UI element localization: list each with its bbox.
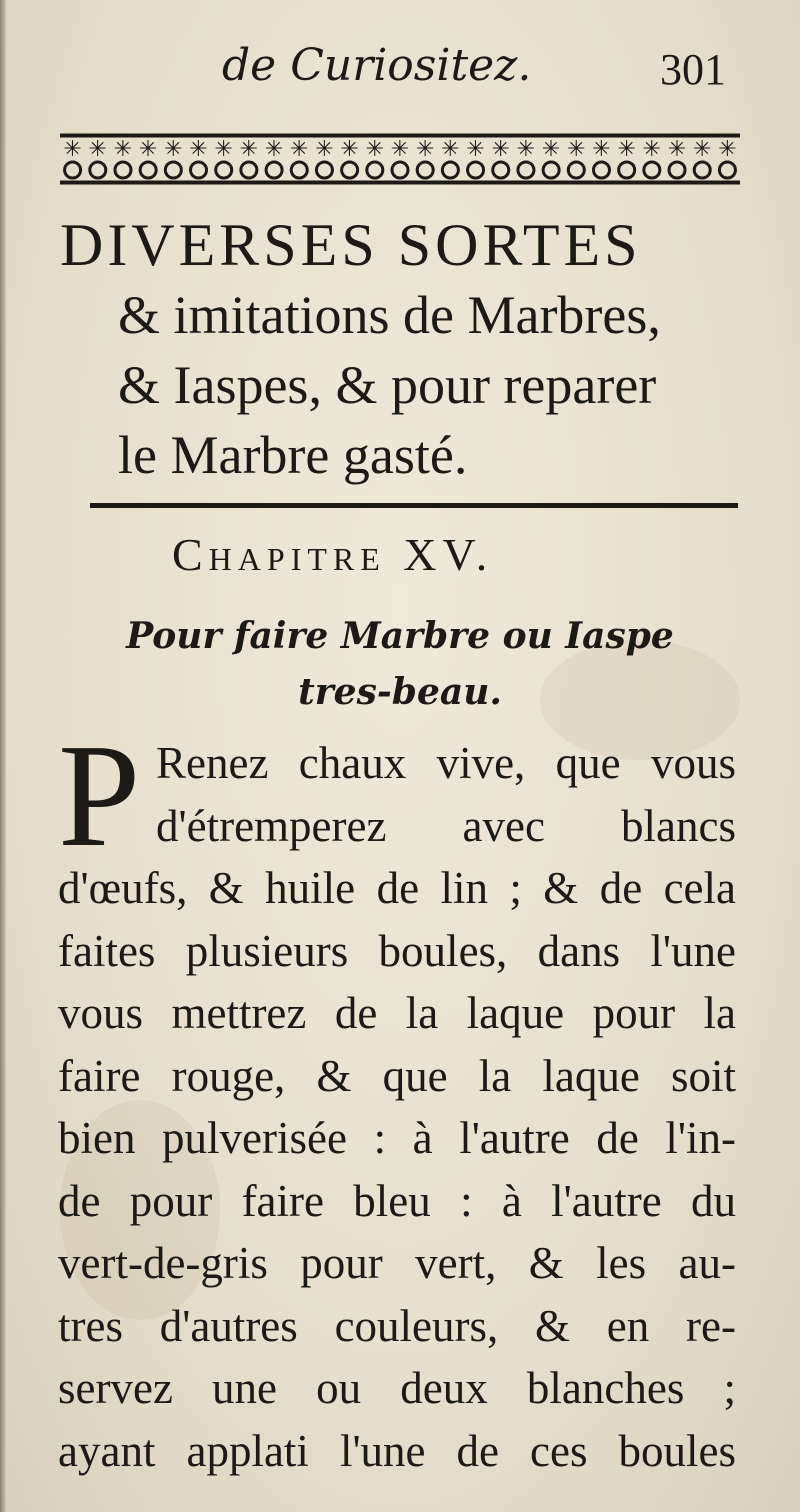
running-head [0, 40, 800, 100]
section-title [60, 210, 750, 490]
fleuron-star: ✳ [567, 137, 586, 162]
fleuron-loop [442, 162, 458, 178]
body-line: ayant applati l'une de ces boules [58, 1425, 736, 1476]
fleuron-star: ✳ [189, 137, 208, 162]
body-line: vert-de-gris pour vert, & les au- [58, 1238, 736, 1288]
running-title: de Curiositez. [222, 40, 532, 91]
section-title-line: le Marbre gasté. [118, 425, 468, 485]
body-line: de pour faire bleu : à l'autre du [58, 1175, 736, 1226]
fleuron-star: ✳ [365, 137, 385, 162]
section-title-line: DIVERSES SORTES [60, 212, 642, 278]
fleuron-star: ✳ [315, 137, 334, 162]
fleuron-star: ✳ [264, 137, 284, 162]
page-number: 301 [660, 45, 726, 94]
fleuron-star: ✳ [592, 137, 611, 162]
ornament-band [60, 130, 740, 188]
fleuron-loop [669, 162, 685, 178]
fleuron-loop [493, 162, 509, 178]
fleuron-loop [468, 162, 484, 178]
fleuron-star: ✳ [642, 137, 662, 162]
body-line: d'œufs, & huile de lin ; & de cela [58, 863, 736, 913]
fleuron-loop [291, 162, 307, 178]
fleuron-loop [367, 162, 383, 178]
fleuron-star: ✳ [491, 137, 510, 162]
fleuron-star: ✳ [390, 137, 410, 162]
fleuron-loop [342, 162, 358, 178]
body-line: bien pulverisée : à l'autre de l'in- [58, 1113, 736, 1163]
body-line: Renez chaux vive, que vous [156, 738, 736, 788]
fleuron-star: ✳ [164, 137, 183, 162]
section-title-line: & imitations de Marbres, [118, 285, 661, 345]
fleuron-star: ✳ [441, 137, 460, 162]
section-title-line: & Iaspes, & pour reparer [118, 355, 657, 415]
fleuron-loop [266, 162, 282, 178]
fleuron-loop [694, 162, 710, 178]
fleuron-star: ✳ [290, 137, 309, 162]
body-line: faites plusieurs boules, dans l'une [58, 925, 736, 976]
fleuron-star: ✳ [113, 137, 133, 162]
body-line: faire rouge, & que la laque soit [58, 1050, 736, 1101]
fleuron-loop [593, 162, 609, 178]
fleuron-star: ✳ [541, 137, 561, 162]
fleuron-loop [191, 162, 207, 178]
fleuron-loop [115, 162, 131, 178]
fleuron-loop [568, 162, 584, 178]
body-line: tres d'autres couleurs, & en re- [58, 1300, 736, 1351]
fleuron-loop [65, 162, 81, 178]
fleuron-loop [417, 162, 433, 178]
fleuron-star: ✳ [340, 137, 359, 162]
fleuron-star: ✳ [138, 137, 158, 162]
fleuron-loop [644, 162, 660, 178]
fleuron-loop [619, 162, 635, 178]
fleuron-loop [216, 162, 232, 178]
fleuron-loop [392, 162, 408, 178]
fleuron-loop [165, 162, 181, 178]
fleuron-star: ✳ [693, 137, 712, 162]
ornament-pattern [60, 134, 740, 184]
fleuron-loop [140, 162, 156, 178]
fleuron-star: ✳ [516, 137, 536, 162]
fleuron-loop [241, 162, 257, 178]
fleuron-star: ✳ [667, 137, 687, 162]
fleuron-star: ✳ [88, 137, 107, 162]
drop-cap: P [58, 714, 141, 878]
fleuron-star: ✳ [415, 137, 435, 162]
binding-edge [0, 0, 6, 1512]
horizontal-rule [90, 503, 738, 508]
body-line: d'étremperez avec blancs [156, 800, 736, 851]
chapter-subtitle-line: tres-beau. [298, 671, 502, 713]
fleuron-star: ✳ [466, 137, 485, 162]
fleuron-loop [543, 162, 559, 178]
fleuron-loop [518, 162, 534, 178]
body-text [58, 714, 736, 1482]
fleuron-star: ✳ [63, 137, 82, 162]
chapter-heading: Chapitre XV. [172, 529, 494, 580]
fleuron-star: ✳ [239, 137, 259, 162]
fleuron-loop [90, 162, 106, 178]
body-line: vous mettrez de la laque pour la [58, 988, 736, 1038]
chapter-subtitle [80, 608, 720, 720]
body-line: servez une ou deux blanches ; [58, 1363, 736, 1413]
fleuron-loop [316, 162, 332, 178]
fleuron-loop [719, 162, 735, 178]
fleuron-star: ✳ [214, 137, 233, 162]
chapter-subtitle-line: Pour faire Marbre ou Iaspe [126, 615, 674, 657]
fleuron-star: ✳ [617, 137, 636, 162]
fleuron-star: ✳ [718, 137, 737, 162]
